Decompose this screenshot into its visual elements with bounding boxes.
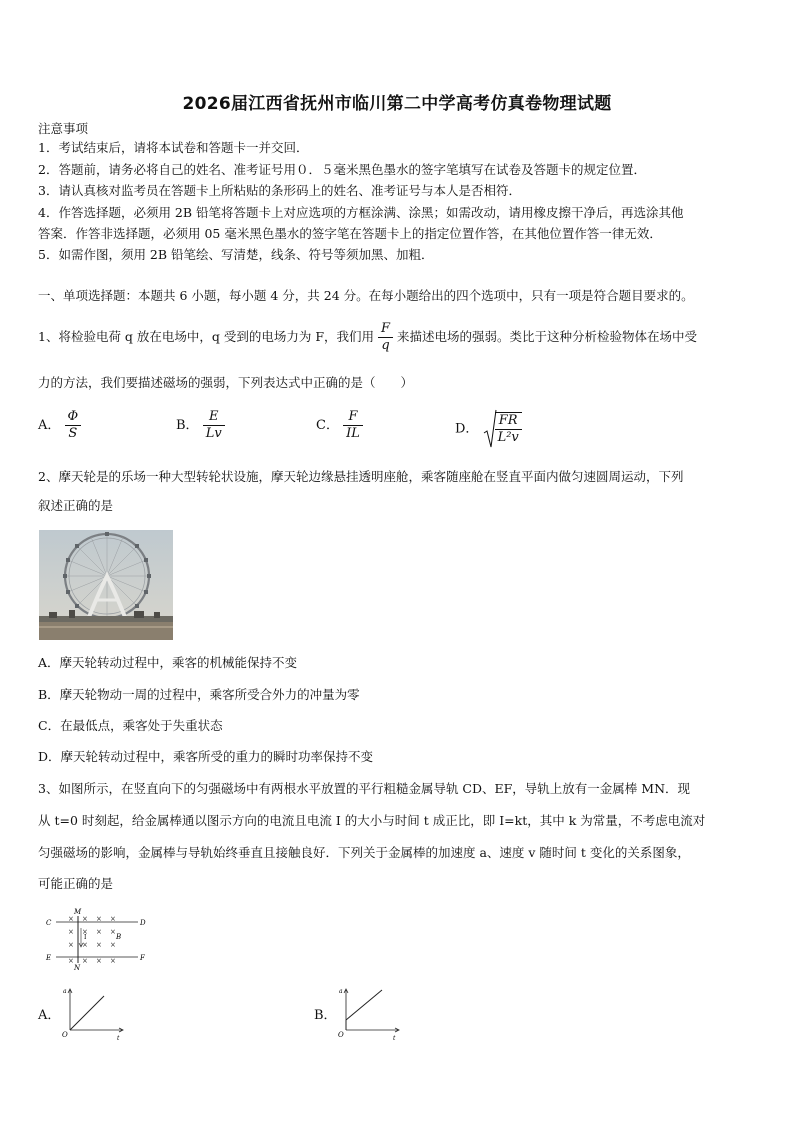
svg-text:×: × <box>110 928 116 936</box>
q1-option-a <box>38 409 81 442</box>
svg-text:×: × <box>82 941 88 949</box>
question-2-option-d: D．摩天轮转动过程中，乘客所受的重力的瞬时功率保持不变 <box>38 749 374 764</box>
option-fraction <box>203 409 225 442</box>
axis-x-label: t <box>393 1035 396 1042</box>
option-denominator: S <box>68 426 78 441</box>
question-2-option-b: B．摩天轮物动一周的过程中，乘客所受合外力的冲量为零 <box>38 687 360 702</box>
question-3-line-4: 可能正确的是 <box>38 876 114 891</box>
q3-option-a-graph <box>58 984 128 1042</box>
label-c: C <box>46 919 52 927</box>
fraction-numerator: F <box>378 321 393 338</box>
option-fraction <box>495 412 522 446</box>
paper-title: 2026届江西省抚州市临川第二中学高考仿真卷物理试题 <box>182 94 612 114</box>
svg-text:×: × <box>96 928 102 936</box>
label-i: I <box>84 934 87 941</box>
origin-label: O <box>62 1031 68 1039</box>
option-numerator: FR <box>495 413 522 430</box>
notice-item-3: 3．请认真核对监考员在答题卡上所粘贴的条形码上的姓名、准考证号与本人是否相符． <box>38 183 521 198</box>
option-denominator: Lv <box>205 426 222 441</box>
notice-heading: 注意事项 <box>38 121 89 136</box>
question-1-line-1 <box>38 317 760 357</box>
section-heading: 一、单项选择题：本题共 6 小题，每小题 4 分，共 24 分。在每小题给出的四个选项中，只有一项是符合题目要求的。 <box>38 288 694 303</box>
svg-text:×: × <box>110 957 116 965</box>
svg-text:×: × <box>96 941 102 949</box>
q3-option-b-graph <box>334 984 404 1042</box>
svg-text:×: × <box>82 915 88 923</box>
question-2-line-1: 2、摩天轮是的乐场一种大型转轮状设施，摩天轮边缘悬挂透明座舱，乘客随座舱在竖直平面内做匀速圆周运动，下列 <box>38 469 684 484</box>
question-2-option-a: A．摩天轮转动过程中，乘客的机械能保持不变 <box>38 655 298 670</box>
option-label: B． <box>176 418 199 433</box>
option-fraction <box>343 409 363 442</box>
svg-text:×: × <box>110 915 116 923</box>
label-n: N <box>74 964 81 972</box>
axis-y-label: a <box>63 988 67 995</box>
field-crosses <box>68 915 116 965</box>
option-numerator: F <box>343 409 363 426</box>
svg-text:×: × <box>68 941 74 949</box>
field-strength-fraction <box>378 321 393 354</box>
svg-text:×: × <box>68 915 74 923</box>
svg-text:×: × <box>82 928 88 936</box>
notice-item-5: 5．如需作图，须用 2B 铅笔绘、写清楚，线条、符号等须加黑、加粗． <box>38 247 434 262</box>
svg-text:×: × <box>96 915 102 923</box>
notice-item-1: 1．考试结束后，请将本试卷和答题卡一并交回． <box>38 140 309 155</box>
question-3-line-2: 从 t=0 时刻起，给金属棒通以图示方向的电流且电流 I 的大小与时间 t 成正比，即 I=kt，其中 k 为常量，不考虑电流对 <box>38 813 706 828</box>
question-3-line-1: 3、如图所示，在竖直向下的匀强磁场中有两根水平放置的平行粗糙金属导轨 CD、EF，导轨上放有一金属棒 MN．现 <box>38 781 691 796</box>
option-label: D． <box>455 421 479 437</box>
svg-text:×: × <box>68 928 74 936</box>
rail-diagram <box>42 906 154 972</box>
notice-item-4-cont: 答案．作答非选择题，必须用 05 毫米黑色墨水的签字笔在答题卡上的指定位置作答，在其他位置作答一律无效． <box>38 226 662 241</box>
question-2-line-2: 叙述正确的是 <box>38 498 114 513</box>
option-denominator: IL <box>346 426 360 441</box>
option-numerator: Φ <box>65 409 82 426</box>
label-f: F <box>140 954 145 962</box>
q1-option-c <box>316 409 363 442</box>
label-m: M <box>74 908 82 916</box>
question-1-text-b: 来描述电场的强弱。类比于这种分析检验物体在场中受 <box>397 329 698 344</box>
q1-option-b <box>176 409 225 442</box>
axis-x-label: t <box>117 1035 120 1042</box>
notice-item-2: 2．答题前，请务必将自己的姓名、准考证号用０．５毫米黑色墨水的签字笔填写在试卷及答题卡的规定位置． <box>38 162 646 177</box>
svg-text:×: × <box>110 941 116 949</box>
question-2-option-c: C．在最低点，乘客处于失重状态 <box>38 718 223 733</box>
label-b: B <box>116 933 122 941</box>
label-e: E <box>46 954 52 962</box>
svg-text:×: × <box>68 957 74 965</box>
option-label: C． <box>316 418 339 433</box>
option-fraction <box>65 409 82 442</box>
svg-text:×: × <box>96 957 102 965</box>
q1-option-d <box>455 409 522 449</box>
svg-text:×: × <box>82 957 88 965</box>
question-1-line-2: 力的方法，我们要描述磁场的强弱，下列表达式中正确的是（ ） <box>38 375 414 390</box>
origin-label: O <box>338 1031 344 1039</box>
q3-option-b-label: B． <box>314 1008 337 1023</box>
option-denominator: L²v <box>497 430 519 445</box>
fraction-denominator: q <box>381 338 390 353</box>
option-numerator: E <box>203 409 225 426</box>
question-1-text-a: 1、将检验电荷 q 放在电场中，q 受到的电场力为 F，我们用 <box>38 329 375 344</box>
notice-item-4: 4．作答选择题，必须用 2B 铅笔将答题卡上对应选项的方框涂满、涂黑；如需改动，请用橡皮擦干净后，再选涂其他 <box>38 205 684 220</box>
question-3-line-3: 匀强磁场的影响，金属棒与导轨始终垂直且接触良好．下列关于金属棒的加速度 a、速度 v 随时间 t 变化的关系图象， <box>38 845 690 860</box>
ferris-wheel-photo <box>39 530 173 640</box>
option-label: A． <box>38 418 61 433</box>
axis-y-label: a <box>339 988 343 995</box>
q3-option-a-label: A． <box>38 1008 61 1023</box>
label-d: D <box>140 919 146 927</box>
